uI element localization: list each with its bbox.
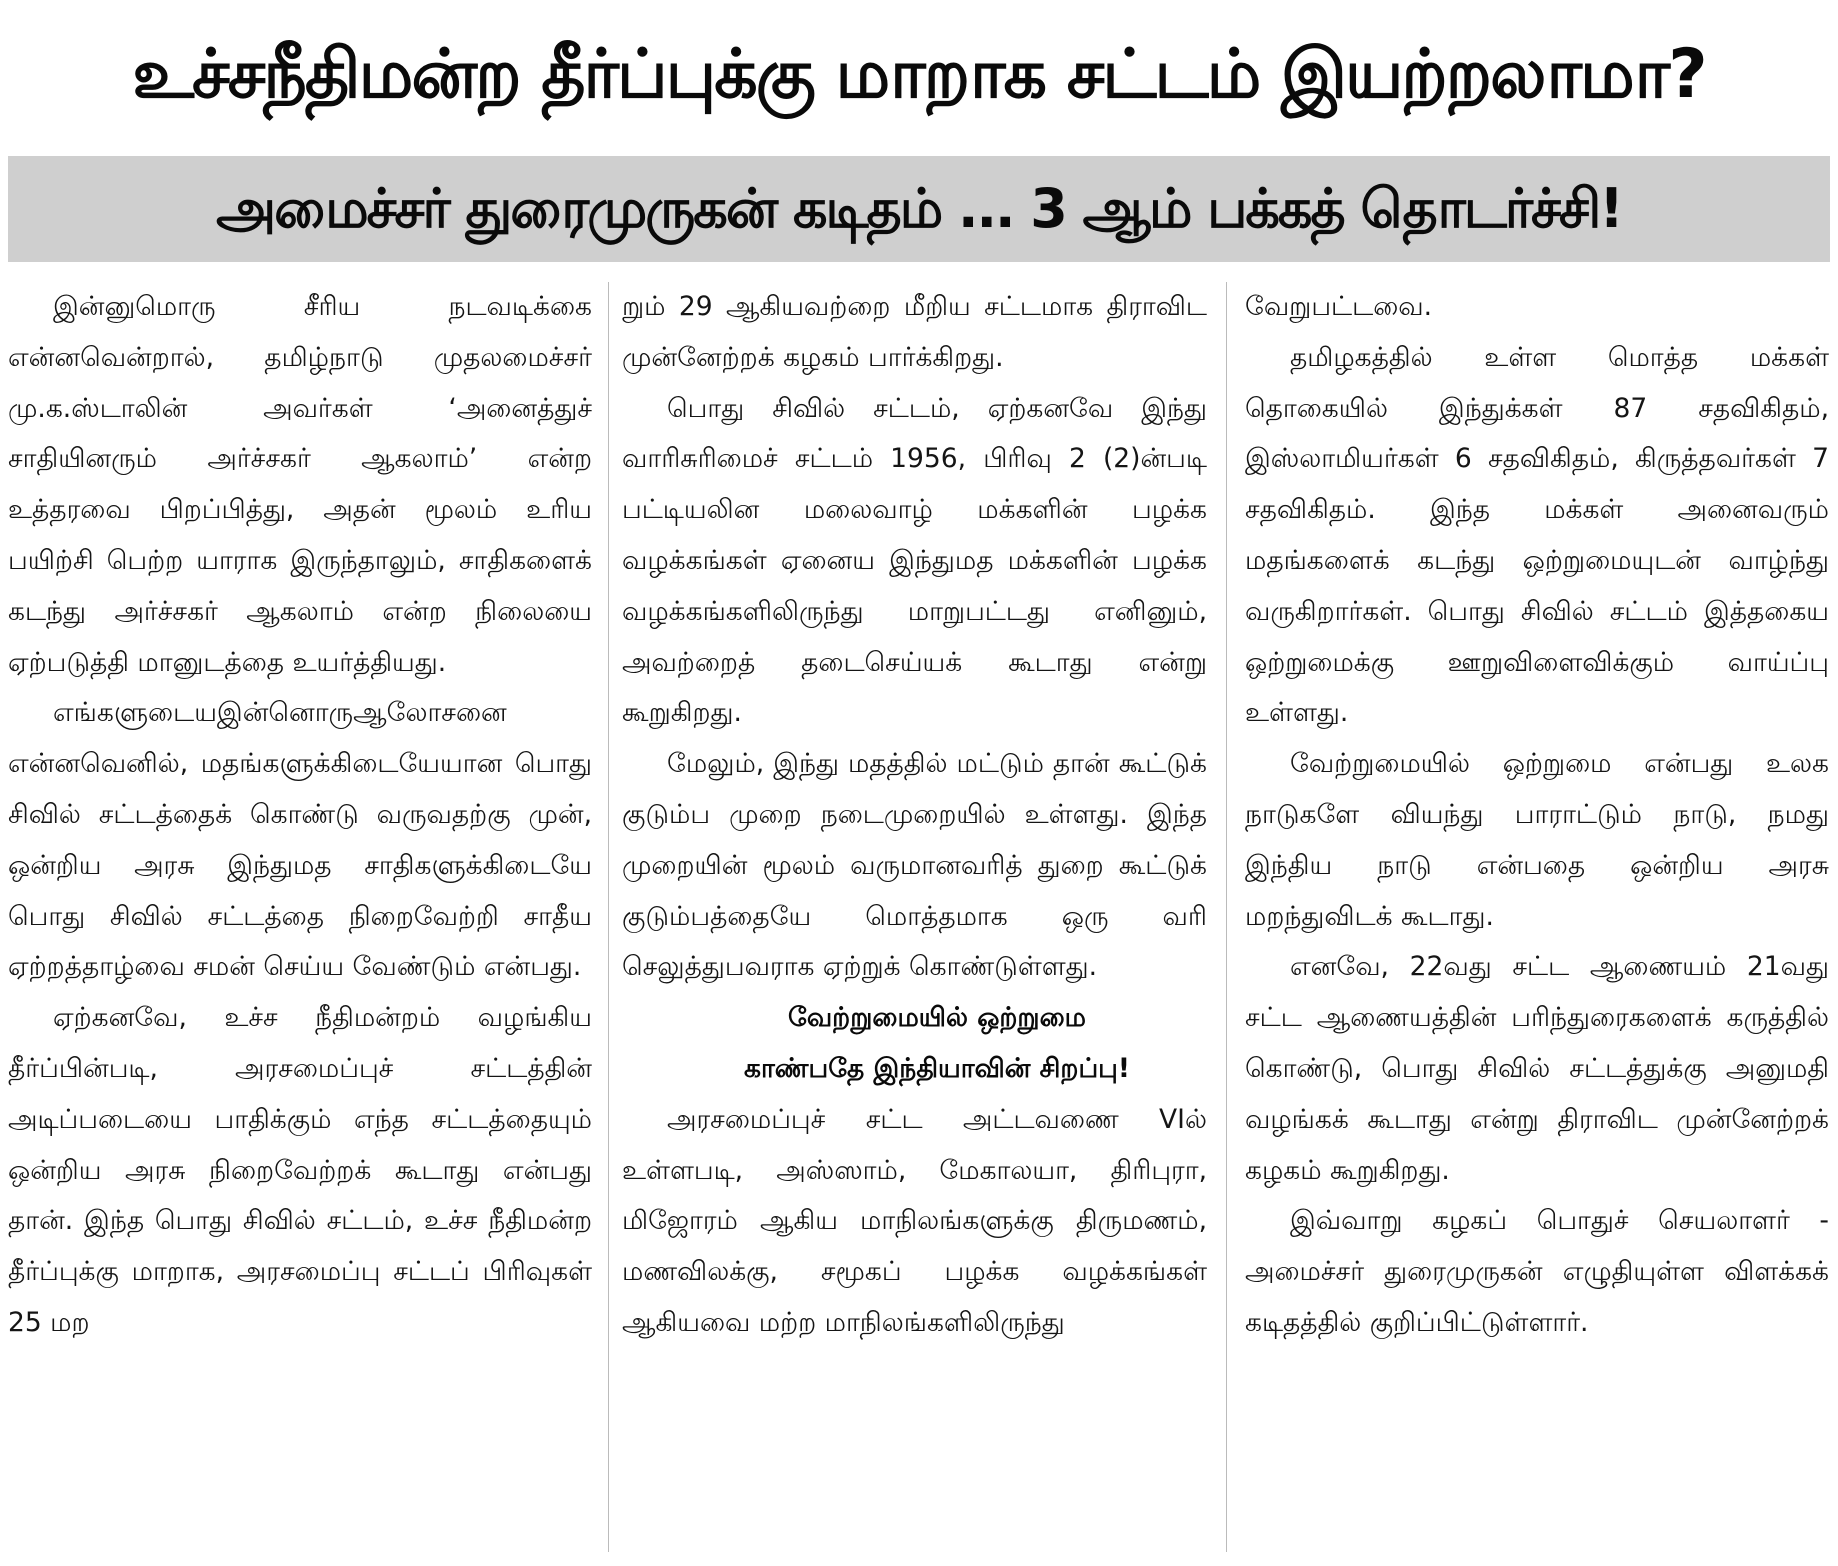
paragraph: இவ்வாறு கழகப் பொதுச் செயலாளர் - அமைச்சர் துரைமுருகன் எழுதியுள்ள விளக்கக் கடிதத்தில் குறிப்பிட்டுள்ளார்.	[1245, 1205, 1829, 1338]
article-column-3	[1245, 282, 1829, 1566]
article-column-2	[622, 282, 1207, 1566]
column-divider	[1226, 282, 1227, 1552]
crosshead-line-2: காண்பதே இந்தியாவின் சிறப்பு!	[744, 1052, 1130, 1084]
headline: உச்சநீதிமன்ற தீர்ப்புக்கு மாறாக சட்டம் இயற்றலாமா?	[132, 35, 1706, 114]
paragraph: வேறுபட்டவை.	[1245, 291, 1433, 322]
paragraph: ஏற்கனவே, உச்ச நீதிமன்றம் வழங்கிய தீர்ப்பின்படி, அரசமைப்புச் சட்டத்தின் அடிப்படையை பாதிக்கும் எந்த சட்டத்தையும் ஒன்றிய அரசு நிறைவேற்றக் கூடாது என்பது தான். இந்த பொது சிவில் சட்டம், உச்ச நீதிமன்ற தீர்ப்புக்கு மாறாக, அரசமைப்பு சட்டப் பிரிவுகள் 25 மற	[8, 1002, 592, 1338]
column-divider	[608, 282, 609, 1552]
paragraph: வேற்றுமையில் ஒற்றுமை என்பது உலக நாடுகளே வியந்து பாராட்டும் நாடு, நமது இந்திய நாடு என்பதை ஒன்றிய அரசு மறந்துவிடக் கூடாது.	[1245, 748, 1829, 932]
paragraph: எனவே, 22வது சட்ட ஆணையம் 21வது சட்ட ஆணையத்தின் பரிந்துரைகளைக் கருத்தில் கொண்டு, பொது சிவில் சட்டத்துக்கு அனுமதி வழங்கக் கூடாது என்று திராவிட முன்னேற்றக் கழகம் கூறுகிறது.	[1245, 951, 1829, 1186]
paragraph: எங்களுடையஇன்னொருஆலோசனை என்னவெனில், மதங்களுக்கிடையேயான பொது சிவில் சட்டத்தைக் கொண்டு வருவதற்கு முன், ஒன்றிய அரசு இந்துமத சாதிகளுக்கிடையே பொது சிவில் சட்டத்தை நிறைவேற்றி சாதீய ஏற்றத்தாழ்வை சமன் செய்ய வேண்டும் என்பது.	[8, 697, 592, 983]
article-column-1	[8, 282, 592, 1566]
subheadline: அமைச்சர் துரைமுருகன் கடிதம் ... 3 ஆம் பக்கத் தொடர்ச்சி!	[216, 177, 1622, 240]
crosshead-line-1: வேற்றுமையில் ஒற்றுமை	[788, 1002, 1086, 1034]
paragraph: மேலும், இந்து மதத்தில் மட்டும் தான் கூட்டுக் குடும்ப முறை நடைமுறையில் உள்ளது. இந்த முறையின் மூலம் வருமானவரித் துறை கூட்டுக் குடும்பத்தையே மொத்தமாக ஒரு வரி செலுத்துபவராக ஏற்றுக் கொண்டுள்ளது.	[622, 748, 1207, 983]
paragraph: அரசமைப்புச் சட்ட அட்டவணை VIல் உள்ளபடி, அஸ்ஸாம், மேகாலயா, திரிபுரா, மிஜோரம் ஆகிய மாநிலங்களுக்கு திருமணம், மணவிலக்கு, சமூகப் பழக்க வழக்கங்கள் ஆகியவை மற்ற மாநிலங்களிலிருந்து	[622, 1103, 1207, 1338]
paragraph: பொது சிவில் சட்டம், ஏற்கனவே இந்து வாரிசுரிமைச் சட்டம் 1956, பிரிவு 2 (2)ன்படி பட்டியலின மலைவாழ் மக்களின் பழக்க வழக்கங்கள் ஏனைய இந்துமத மக்களின் பழக்க வழக்கங்களிலிருந்து மாறுபட்டது எனினும், அவற்றைத் தடைசெய்யக் கூடாது என்று கூறுகிறது.	[622, 392, 1207, 729]
paragraph: றும் 29 ஆகியவற்றை மீறிய சட்டமாக திராவிட முன்னேற்றக் கழகம் பார்க்கிறது.	[622, 291, 1207, 373]
paragraph: இன்னுமொரு சீரிய நடவடிக்கை என்னவென்றால், தமிழ்நாடு முதலமைச்சர் மு.க.ஸ்டாலின் அவர்கள் ‘அனைத்துச் சாதியினரும் அர்ச்சகர் ஆகலாம்’ என்ற உத்தரவை பிறப்பித்து, அதன் மூலம் உரிய பயிற்சி பெற்ற யாராக இருந்தாலும், சாதிகளைக் கடந்து அர்ச்சகர் ஆகலாம் என்ற நிலையை ஏற்படுத்தி மானுடத்தை உயர்த்தியது.	[8, 291, 592, 678]
paragraph: தமிழகத்தில் உள்ள மொத்த மக்கள் தொகையில் இந்துக்கள் 87 சதவிகிதம், இஸ்லாமியர்கள் 6 சதவிகிதம், கிருத்தவர்கள் 7 சதவிகிதம். இந்த மக்கள் அனைவரும் மதங்களைக் கடந்து ஒற்றுமையுடன் வாழ்ந்து வருகிறார்கள். பொது சிவில் சட்டம் இத்தகைய ஒற்றுமைக்கு ஊறுவிளைவிக்கும் வாய்ப்பு உள்ளது.	[1245, 341, 1829, 729]
